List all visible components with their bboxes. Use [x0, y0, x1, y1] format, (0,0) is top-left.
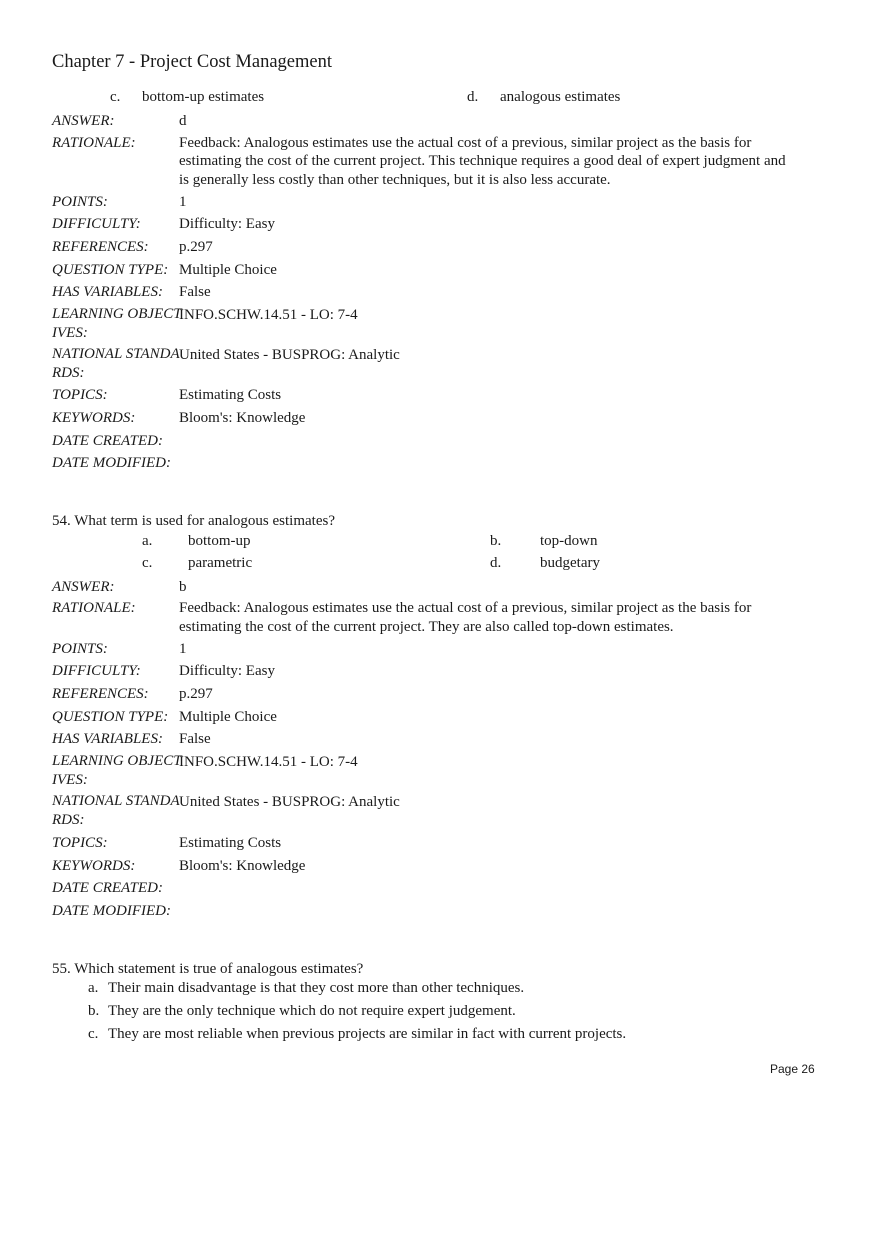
date-created-label: DATE CREATED:: [52, 433, 163, 449]
topics-label: TOPICS:: [52, 835, 108, 851]
option-text: top-down: [540, 533, 598, 549]
option-letter: c.: [110, 89, 121, 105]
rationale-line: Feedback: Analogous estimates use the actual cost of a previous, similar project as the basis for: [179, 135, 752, 151]
date-modified-label: DATE MODIFIED:: [52, 903, 171, 919]
option-text: They are the only technique which do not require expert judgement.: [108, 1003, 516, 1019]
difficulty-label: DIFFICULTY:: [52, 663, 141, 679]
answer-label: ANSWER:: [52, 113, 115, 129]
rationale-label: RATIONALE:: [52, 135, 136, 151]
answer-value: b: [179, 579, 187, 595]
keywords-label: KEYWORDS:: [52, 410, 136, 426]
learning-objectives-label: LEARNING OBJECTIVES:: [52, 306, 182, 341]
references-value: p.297: [179, 239, 213, 255]
answer-value: d: [179, 113, 187, 129]
option-text: parametric: [188, 555, 253, 571]
references-label: REFERENCES:: [52, 686, 149, 702]
references-value: p.297: [179, 686, 213, 702]
date-modified-label: DATE MODIFIED:: [52, 455, 171, 471]
points-label: POINTS:: [52, 641, 108, 657]
question-text: 54. What term is used for analogous estimates?: [52, 513, 335, 529]
option-letter: a.: [142, 533, 153, 549]
rationale-line: estimating the cost of the current project. This technique requires a good deal of expert judgment and: [179, 153, 786, 169]
date-created-label: DATE CREATED:: [52, 880, 163, 896]
option-text: budgetary: [540, 555, 600, 571]
topics-label: TOPICS:: [52, 387, 108, 403]
national-standards-label: NATIONAL STANDARDS:: [52, 793, 180, 828]
keywords-value: Bloom's: Knowledge: [179, 410, 306, 426]
option-letter: d.: [467, 89, 479, 105]
learning-objectives-label: LEARNING OBJECTIVES:: [52, 753, 182, 788]
page-number: Page 26: [770, 1062, 815, 1076]
national-standards-label: NATIONAL STANDARDS:: [52, 346, 180, 381]
points-value: 1: [179, 641, 187, 657]
option-text: bottom-up estimates: [142, 89, 265, 105]
difficulty-label: DIFFICULTY:: [52, 216, 141, 232]
option-letter: c.: [88, 1026, 99, 1042]
keywords-label: KEYWORDS:: [52, 858, 136, 874]
topics-value: Estimating Costs: [179, 835, 282, 851]
question-text: 55. Which statement is true of analogous estimates?: [52, 961, 364, 977]
topics-value: Estimating Costs: [179, 387, 282, 403]
national-standards-value: United States - BUSPROG: Analytic: [179, 794, 400, 810]
difficulty-value: Difficulty: Easy: [179, 663, 275, 679]
page-title: Chapter 7 - Project Cost Management: [52, 52, 333, 72]
option-letter: c.: [142, 555, 153, 571]
difficulty-value: Difficulty: Easy: [179, 216, 275, 232]
option-text: They are most reliable when previous projects are similar in fact with current projects.: [108, 1026, 627, 1042]
points-label: POINTS:: [52, 194, 108, 210]
learning-objectives-value: INFO.SCHW.14.51 - LO: 7-4: [179, 307, 358, 323]
references-label: REFERENCES:: [52, 239, 149, 255]
keywords-value: Bloom's: Knowledge: [179, 858, 306, 874]
question-type-label: QUESTION TYPE:: [52, 262, 169, 278]
option-letter: d.: [490, 555, 502, 571]
rationale-label: RATIONALE:: [52, 600, 136, 616]
points-value: 1: [179, 194, 187, 210]
has-variables-value: False: [179, 284, 211, 300]
rationale-line: estimating the cost of the current project. They are also called top-down estimates.: [179, 619, 674, 635]
learning-objectives-value: INFO.SCHW.14.51 - LO: 7-4: [179, 754, 358, 770]
question-type-value: Multiple Choice: [179, 262, 277, 278]
option-letter: b.: [490, 533, 502, 549]
has-variables-value: False: [179, 731, 211, 747]
answer-label: ANSWER:: [52, 579, 115, 595]
option-text: analogous estimates: [500, 89, 621, 105]
national-standards-value: United States - BUSPROG: Analytic: [179, 347, 400, 363]
option-letter: b.: [88, 1003, 100, 1019]
option-text: Their main disadvantage is that they cost more than other techniques.: [108, 980, 525, 996]
rationale-line: is generally less costly than other techniques, but it is also less accurate.: [179, 172, 611, 188]
question-type-label: QUESTION TYPE:: [52, 709, 169, 725]
question-type-value: Multiple Choice: [179, 709, 277, 725]
option-text: bottom-up: [188, 533, 251, 549]
has-variables-label: HAS VARIABLES:: [52, 731, 163, 747]
has-variables-label: HAS VARIABLES:: [52, 284, 163, 300]
rationale-line: Feedback: Analogous estimates use the actual cost of a previous, similar project as the basis for: [179, 600, 752, 616]
option-letter: a.: [88, 980, 99, 996]
